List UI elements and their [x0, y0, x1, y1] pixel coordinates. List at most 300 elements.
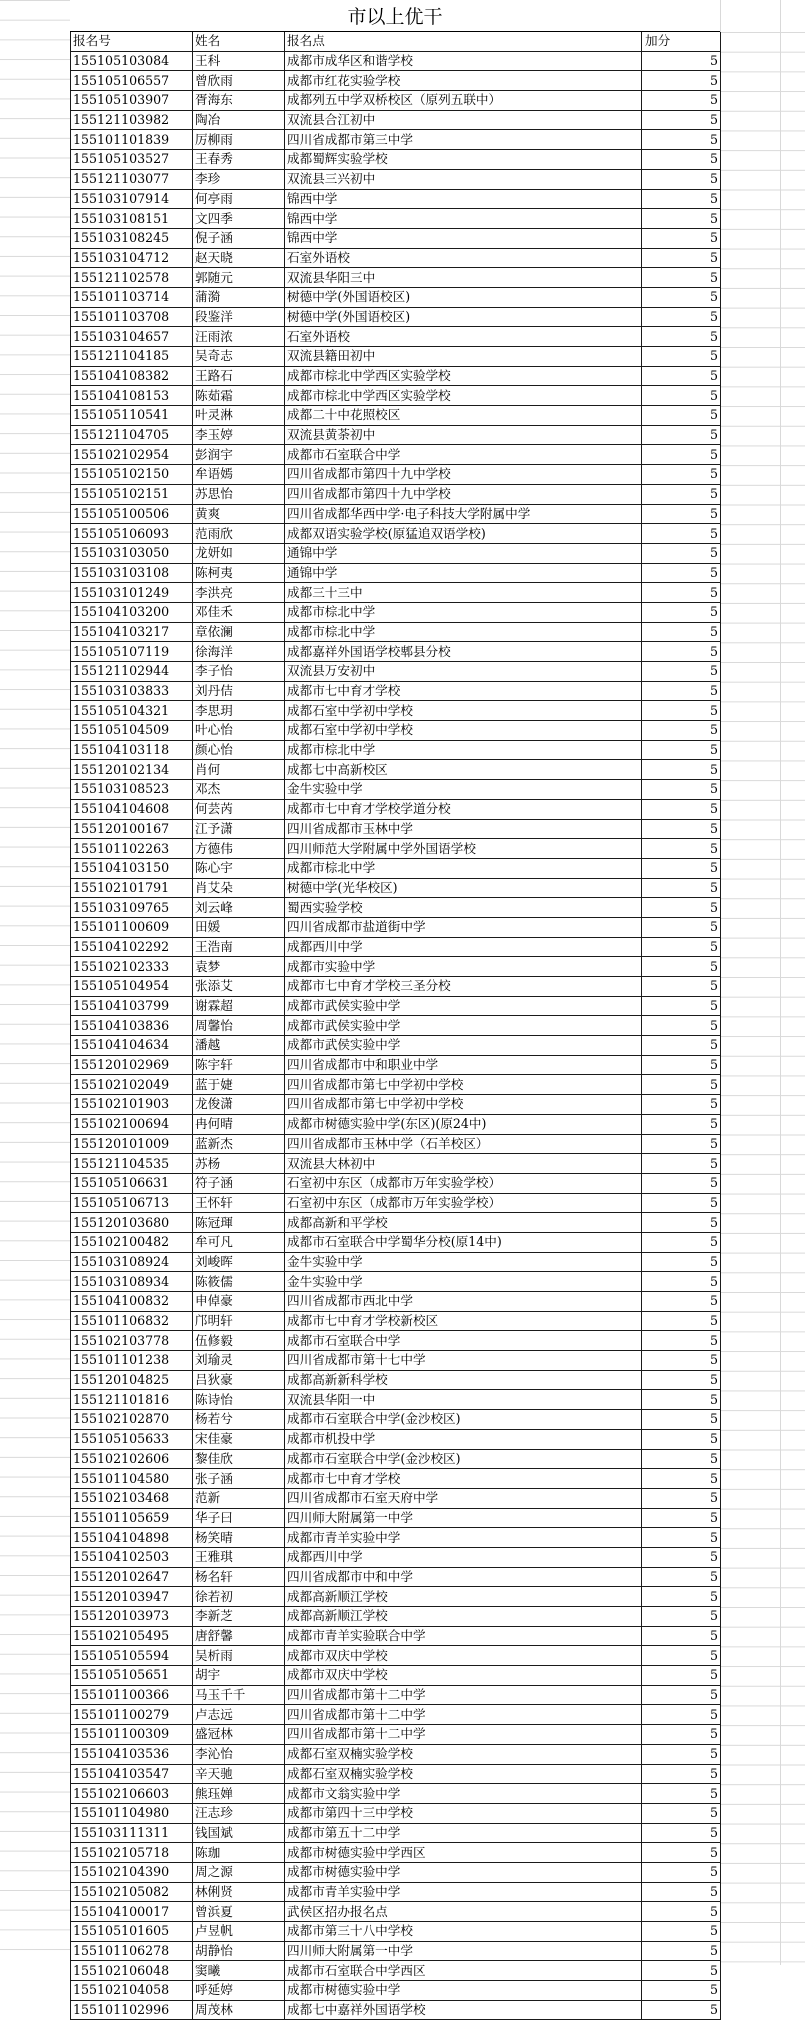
cell-student-name[interactable]: 苏杨 — [193, 1154, 285, 1174]
cell-registration-number[interactable]: 155101104580 — [71, 1469, 193, 1489]
cell-registration-number[interactable]: 155101102263 — [71, 839, 193, 859]
cell-registration-site[interactable]: 成都市青羊实验中学 — [285, 1882, 642, 1902]
cell-registration-number[interactable]: 155104103118 — [71, 740, 193, 760]
cell-registration-site[interactable]: 四川省成都市第十二中学 — [285, 1705, 642, 1725]
cell-registration-number[interactable]: 155104104898 — [71, 1528, 193, 1548]
cell-bonus-points[interactable]: 5 — [642, 1016, 721, 1036]
cell-registration-site[interactable]: 四川省成都市石室天府中学 — [285, 1488, 642, 1508]
cell-registration-number[interactable]: 155105102151 — [71, 484, 193, 504]
cell-registration-number[interactable]: 155121104705 — [71, 425, 193, 445]
cell-bonus-points[interactable]: 5 — [642, 839, 721, 859]
cell-student-name[interactable]: 徐若初 — [193, 1587, 285, 1607]
cell-registration-number[interactable]: 155105107119 — [71, 642, 193, 662]
cell-bonus-points[interactable]: 5 — [642, 1922, 721, 1942]
cell-student-name[interactable]: 蓝于婕 — [193, 1075, 285, 1095]
cell-bonus-points[interactable]: 5 — [642, 583, 721, 603]
cell-registration-site[interactable]: 四川省成都市中和职业中学 — [285, 1055, 642, 1075]
cell-registration-site[interactable]: 四川省成都市玉林中学（石羊校区） — [285, 1134, 642, 1154]
column-header-name[interactable]: 姓名 — [193, 32, 285, 51]
cell-registration-number[interactable]: 155103108924 — [71, 1252, 193, 1272]
cell-registration-number[interactable]: 155120101009 — [71, 1134, 193, 1154]
cell-bonus-points[interactable]: 5 — [642, 1272, 721, 1292]
cell-registration-number[interactable]: 155103108151 — [71, 209, 193, 229]
cell-bonus-points[interactable]: 5 — [642, 406, 721, 426]
cell-student-name[interactable]: 呼延婷 — [193, 1981, 285, 2001]
cell-student-name[interactable]: 叶心怡 — [193, 721, 285, 741]
cell-registration-number[interactable]: 155104108153 — [71, 386, 193, 406]
cell-student-name[interactable]: 李新芝 — [193, 1607, 285, 1627]
cell-bonus-points[interactable]: 5 — [642, 819, 721, 839]
cell-registration-number[interactable]: 155105106557 — [71, 71, 193, 91]
cell-registration-number[interactable]: 155104100832 — [71, 1292, 193, 1312]
cell-registration-site[interactable]: 四川省成都市西北中学 — [285, 1292, 642, 1312]
cell-bonus-points[interactable]: 5 — [642, 1744, 721, 1764]
cell-bonus-points[interactable]: 5 — [642, 91, 721, 111]
cell-registration-site[interactable]: 四川师范大学附属中学外国语学校 — [285, 839, 642, 859]
cell-bonus-points[interactable]: 5 — [642, 1547, 721, 1567]
cell-registration-site[interactable]: 成都七中高新校区 — [285, 760, 642, 780]
cell-registration-number[interactable]: 155103104657 — [71, 327, 193, 347]
cell-bonus-points[interactable]: 5 — [642, 1429, 721, 1449]
cell-registration-number[interactable]: 155121102578 — [71, 268, 193, 288]
cell-student-name[interactable]: 吴析雨 — [193, 1646, 285, 1666]
cell-student-name[interactable]: 吴奇志 — [193, 347, 285, 367]
cell-bonus-points[interactable]: 5 — [642, 1725, 721, 1745]
cell-registration-site[interactable]: 成都市棕北中学 — [285, 740, 642, 760]
cell-student-name[interactable]: 王路石 — [193, 366, 285, 386]
cell-student-name[interactable]: 潘越 — [193, 1036, 285, 1056]
cell-bonus-points[interactable]: 5 — [642, 1902, 721, 1922]
cell-registration-site[interactable]: 金牛实验中学 — [285, 780, 642, 800]
cell-bonus-points[interactable]: 5 — [642, 977, 721, 997]
cell-bonus-points[interactable]: 5 — [642, 1646, 721, 1666]
cell-bonus-points[interactable]: 5 — [642, 543, 721, 563]
cell-bonus-points[interactable]: 5 — [642, 504, 721, 524]
cell-registration-number[interactable]: 155101100366 — [71, 1685, 193, 1705]
cell-registration-site[interactable]: 成都市七中育才学校 — [285, 681, 642, 701]
cell-registration-site[interactable]: 成都市成华区和谐学校 — [285, 51, 642, 71]
cell-bonus-points[interactable]: 5 — [642, 1607, 721, 1627]
cell-registration-number[interactable]: 155102102606 — [71, 1449, 193, 1469]
cell-registration-number[interactable]: 155105110541 — [71, 406, 193, 426]
cell-bonus-points[interactable]: 5 — [642, 465, 721, 485]
cell-bonus-points[interactable]: 5 — [642, 1351, 721, 1371]
cell-registration-site[interactable]: 双流县黄荼初中 — [285, 425, 642, 445]
cell-student-name[interactable]: 华子曰 — [193, 1508, 285, 1528]
cell-registration-site[interactable]: 成都市青羊实验中学 — [285, 1528, 642, 1548]
cell-bonus-points[interactable]: 5 — [642, 1390, 721, 1410]
cell-registration-site[interactable]: 四川省成都市第十二中学 — [285, 1725, 642, 1745]
cell-registration-number[interactable]: 155121101816 — [71, 1390, 193, 1410]
cell-registration-number[interactable]: 155105105633 — [71, 1429, 193, 1449]
cell-bonus-points[interactable]: 5 — [642, 1134, 721, 1154]
cell-bonus-points[interactable]: 5 — [642, 1410, 721, 1430]
cell-student-name[interactable]: 郭随元 — [193, 268, 285, 288]
cell-student-name[interactable]: 苏思怡 — [193, 484, 285, 504]
cell-registration-site[interactable]: 四川省成都华西中学·电子科技大学附属中学 — [285, 504, 642, 524]
cell-student-name[interactable]: 申倬豪 — [193, 1292, 285, 1312]
cell-bonus-points[interactable]: 5 — [642, 1567, 721, 1587]
cell-registration-number[interactable]: 155104108382 — [71, 366, 193, 386]
column-header-score[interactable]: 加分 — [642, 32, 721, 51]
cell-student-name[interactable]: 田媛 — [193, 917, 285, 937]
cell-registration-number[interactable]: 155101100279 — [71, 1705, 193, 1725]
cell-registration-site[interactable]: 四川省成都市中和中学 — [285, 1567, 642, 1587]
cell-registration-site[interactable]: 成都市七中育才学校 — [285, 1469, 642, 1489]
cell-student-name[interactable]: 牟可凡 — [193, 1232, 285, 1252]
cell-registration-number[interactable]: 155103108934 — [71, 1272, 193, 1292]
cell-registration-site[interactable]: 武侯区招办报名点 — [285, 1902, 642, 1922]
cell-bonus-points[interactable]: 5 — [642, 917, 721, 937]
cell-registration-site[interactable]: 成都市树德实验中学 — [285, 1862, 642, 1882]
cell-bonus-points[interactable]: 5 — [642, 1075, 721, 1095]
cell-registration-site[interactable]: 蜀西实验学校 — [285, 898, 642, 918]
cell-bonus-points[interactable]: 5 — [642, 681, 721, 701]
cell-bonus-points[interactable]: 5 — [642, 130, 721, 150]
cell-registration-number[interactable]: 155121102944 — [71, 662, 193, 682]
cell-bonus-points[interactable]: 5 — [642, 1508, 721, 1528]
cell-registration-site[interactable]: 成都市树德实验中学 — [285, 1981, 642, 2001]
cell-registration-number[interactable]: 155102103778 — [71, 1331, 193, 1351]
cell-bonus-points[interactable]: 5 — [642, 1036, 721, 1056]
cell-registration-site[interactable]: 双流县大林初中 — [285, 1154, 642, 1174]
cell-registration-site[interactable]: 成都市树德实验中学西区 — [285, 1843, 642, 1863]
cell-registration-number[interactable]: 155104103836 — [71, 1016, 193, 1036]
cell-registration-number[interactable]: 155105105651 — [71, 1666, 193, 1686]
cell-registration-number[interactable]: 155101103708 — [71, 307, 193, 327]
cell-bonus-points[interactable]: 5 — [642, 1213, 721, 1233]
cell-registration-number[interactable]: 155105106093 — [71, 524, 193, 544]
cell-registration-number[interactable]: 155121104535 — [71, 1154, 193, 1174]
cell-student-name[interactable]: 汪志珍 — [193, 1803, 285, 1823]
cell-student-name[interactable]: 何亭雨 — [193, 189, 285, 209]
cell-registration-number[interactable]: 155104100017 — [71, 1902, 193, 1922]
cell-registration-number[interactable]: 155120102647 — [71, 1567, 193, 1587]
cell-registration-number[interactable]: 155102101903 — [71, 1095, 193, 1115]
cell-student-name[interactable]: 邝明轩 — [193, 1311, 285, 1331]
cell-bonus-points[interactable]: 5 — [642, 1705, 721, 1725]
cell-bonus-points[interactable]: 5 — [642, 1528, 721, 1548]
cell-registration-number[interactable]: 155102102333 — [71, 957, 193, 977]
cell-student-name[interactable]: 熊珏婵 — [193, 1784, 285, 1804]
cell-bonus-points[interactable]: 5 — [642, 1370, 721, 1390]
cell-registration-number[interactable]: 155103101249 — [71, 583, 193, 603]
cell-student-name[interactable]: 龙妍如 — [193, 543, 285, 563]
cell-registration-site[interactable]: 成都市武侯实验中学 — [285, 996, 642, 1016]
cell-student-name[interactable]: 吕狄豪 — [193, 1370, 285, 1390]
cell-student-name[interactable]: 陈珈 — [193, 1843, 285, 1863]
cell-student-name[interactable]: 文四季 — [193, 209, 285, 229]
cell-registration-site[interactable]: 成都二十中花照校区 — [285, 406, 642, 426]
cell-registration-site[interactable]: 成都市石室联合中学西区 — [285, 1961, 642, 1981]
cell-bonus-points[interactable]: 5 — [642, 740, 721, 760]
cell-registration-number[interactable]: 155103104712 — [71, 248, 193, 268]
cell-registration-number[interactable]: 155120103973 — [71, 1607, 193, 1627]
cell-bonus-points[interactable]: 5 — [642, 1331, 721, 1351]
cell-student-name[interactable]: 曾欣雨 — [193, 71, 285, 91]
cell-student-name[interactable]: 刘瑜灵 — [193, 1351, 285, 1371]
cell-registration-site[interactable]: 树德中学(光华校区) — [285, 878, 642, 898]
cell-student-name[interactable]: 符子涵 — [193, 1173, 285, 1193]
cell-registration-site[interactable]: 锦西中学 — [285, 228, 642, 248]
cell-registration-number[interactable]: 155103108245 — [71, 228, 193, 248]
cell-registration-site[interactable]: 成都市石室联合中学(金沙校区) — [285, 1449, 642, 1469]
cell-bonus-points[interactable]: 5 — [642, 957, 721, 977]
cell-student-name[interactable]: 刘峻晖 — [193, 1252, 285, 1272]
cell-registration-site[interactable]: 锦西中学 — [285, 209, 642, 229]
cell-registration-number[interactable]: 155105103084 — [71, 51, 193, 71]
cell-bonus-points[interactable]: 5 — [642, 1292, 721, 1312]
cell-bonus-points[interactable]: 5 — [642, 602, 721, 622]
cell-student-name[interactable]: 李珍 — [193, 169, 285, 189]
cell-registration-site[interactable]: 成都市石室联合中学 — [285, 445, 642, 465]
cell-student-name[interactable]: 王春秀 — [193, 150, 285, 170]
cell-bonus-points[interactable]: 5 — [642, 484, 721, 504]
cell-registration-site[interactable]: 成都市第五十二中学 — [285, 1823, 642, 1843]
cell-registration-site[interactable]: 锦西中学 — [285, 189, 642, 209]
cell-registration-number[interactable]: 155101101238 — [71, 1351, 193, 1371]
cell-student-name[interactable]: 李子怡 — [193, 662, 285, 682]
cell-bonus-points[interactable]: 5 — [642, 996, 721, 1016]
cell-registration-number[interactable]: 155102102954 — [71, 445, 193, 465]
cell-bonus-points[interactable]: 5 — [642, 1784, 721, 1804]
cell-bonus-points[interactable]: 5 — [642, 1232, 721, 1252]
cell-bonus-points[interactable]: 5 — [642, 2000, 721, 2020]
cell-bonus-points[interactable]: 5 — [642, 110, 721, 130]
cell-student-name[interactable]: 倪子涵 — [193, 228, 285, 248]
cell-bonus-points[interactable]: 5 — [642, 268, 721, 288]
cell-bonus-points[interactable]: 5 — [642, 307, 721, 327]
cell-registration-number[interactable]: 155120103947 — [71, 1587, 193, 1607]
cell-registration-site[interactable]: 成都高新新科学校 — [285, 1370, 642, 1390]
cell-student-name[interactable]: 牟语嫣 — [193, 465, 285, 485]
cell-student-name[interactable]: 陈柯夷 — [193, 563, 285, 583]
cell-registration-site[interactable]: 四川省成都市第三中学 — [285, 130, 642, 150]
cell-bonus-points[interactable]: 5 — [642, 642, 721, 662]
cell-student-name[interactable]: 胡静怡 — [193, 1941, 285, 1961]
cell-student-name[interactable]: 黎佳欣 — [193, 1449, 285, 1469]
cell-registration-site[interactable]: 成都市棕北中学西区实验学校 — [285, 386, 642, 406]
cell-bonus-points[interactable]: 5 — [642, 937, 721, 957]
cell-registration-number[interactable]: 155103103050 — [71, 543, 193, 563]
cell-bonus-points[interactable]: 5 — [642, 51, 721, 71]
cell-registration-site[interactable]: 成都市双庆中学校 — [285, 1666, 642, 1686]
cell-student-name[interactable]: 李思玥 — [193, 701, 285, 721]
cell-registration-site[interactable]: 成都市棕北中学 — [285, 858, 642, 878]
cell-registration-number[interactable]: 155121103077 — [71, 169, 193, 189]
cell-student-name[interactable]: 胥海东 — [193, 91, 285, 111]
cell-registration-number[interactable]: 155105102150 — [71, 465, 193, 485]
cell-student-name[interactable]: 曾浜夏 — [193, 1902, 285, 1922]
cell-student-name[interactable]: 周茂林 — [193, 2000, 285, 2020]
cell-bonus-points[interactable]: 5 — [642, 1882, 721, 1902]
cell-registration-site[interactable]: 成都市石室联合中学 — [285, 1331, 642, 1351]
cell-student-name[interactable]: 蓝新杰 — [193, 1134, 285, 1154]
cell-bonus-points[interactable]: 5 — [642, 1311, 721, 1331]
cell-registration-number[interactable]: 155104103547 — [71, 1764, 193, 1784]
cell-registration-number[interactable]: 155105101605 — [71, 1922, 193, 1942]
cell-registration-site[interactable]: 通锦中学 — [285, 563, 642, 583]
cell-registration-number[interactable]: 155102106048 — [71, 1961, 193, 1981]
cell-registration-site[interactable]: 成都高新和平学校 — [285, 1213, 642, 1233]
cell-registration-site[interactable]: 成都市棕北中学西区实验学校 — [285, 366, 642, 386]
cell-registration-site[interactable]: 四川省成都市第十二中学 — [285, 1685, 642, 1705]
cell-registration-site[interactable]: 成都市红花实验学校 — [285, 71, 642, 91]
cell-registration-number[interactable]: 155102101791 — [71, 878, 193, 898]
cell-student-name[interactable]: 刘云峰 — [193, 898, 285, 918]
cell-bonus-points[interactable]: 5 — [642, 760, 721, 780]
cell-student-name[interactable]: 方德伟 — [193, 839, 285, 859]
cell-registration-number[interactable]: 155103107914 — [71, 189, 193, 209]
cell-bonus-points[interactable]: 5 — [642, 209, 721, 229]
cell-student-name[interactable]: 王科 — [193, 51, 285, 71]
cell-bonus-points[interactable]: 5 — [642, 622, 721, 642]
cell-registration-site[interactable]: 成都市七中育才学校学道分校 — [285, 799, 642, 819]
cell-registration-site[interactable]: 成都西川中学 — [285, 937, 642, 957]
cell-registration-site[interactable]: 双流县籍田初中 — [285, 347, 642, 367]
cell-registration-number[interactable]: 155121103982 — [71, 110, 193, 130]
cell-registration-number[interactable]: 155103111311 — [71, 1823, 193, 1843]
cell-registration-number[interactable]: 155104103150 — [71, 858, 193, 878]
cell-bonus-points[interactable]: 5 — [642, 1803, 721, 1823]
cell-student-name[interactable]: 李洪亮 — [193, 583, 285, 603]
cell-registration-site[interactable]: 成都市青羊实验联合中学 — [285, 1626, 642, 1646]
cell-student-name[interactable]: 钱国斌 — [193, 1823, 285, 1843]
cell-student-name[interactable]: 章依澜 — [193, 622, 285, 642]
cell-bonus-points[interactable]: 5 — [642, 347, 721, 367]
cell-registration-number[interactable]: 155103103833 — [71, 681, 193, 701]
cell-student-name[interactable]: 何芸芮 — [193, 799, 285, 819]
cell-bonus-points[interactable]: 5 — [642, 287, 721, 307]
cell-registration-number[interactable]: 155105104954 — [71, 977, 193, 997]
cell-student-name[interactable]: 杨名轩 — [193, 1567, 285, 1587]
cell-registration-site[interactable]: 石室初中东区（成都市万年实验学校） — [285, 1193, 642, 1213]
cell-registration-number[interactable]: 155120102969 — [71, 1055, 193, 1075]
cell-registration-site[interactable]: 成都七中嘉祥外国语学校 — [285, 2000, 642, 2020]
cell-registration-site[interactable]: 四川省成都市玉林中学 — [285, 819, 642, 839]
cell-registration-site[interactable]: 成都嘉祥外国语学校郫县分校 — [285, 642, 642, 662]
cell-registration-site[interactable]: 四川省成都市第七中学初中学校 — [285, 1075, 642, 1095]
cell-student-name[interactable]: 陶冶 — [193, 110, 285, 130]
cell-bonus-points[interactable]: 5 — [642, 1961, 721, 1981]
cell-bonus-points[interactable]: 5 — [642, 1449, 721, 1469]
cell-registration-number[interactable]: 155105103907 — [71, 91, 193, 111]
cell-registration-site[interactable]: 成都市七中育才学校三圣分校 — [285, 977, 642, 997]
cell-student-name[interactable]: 蒲漪 — [193, 287, 285, 307]
cell-student-name[interactable]: 彭润宇 — [193, 445, 285, 465]
cell-bonus-points[interactable]: 5 — [642, 189, 721, 209]
cell-registration-number[interactable]: 155102100482 — [71, 1232, 193, 1252]
cell-student-name[interactable]: 伍修毅 — [193, 1331, 285, 1351]
cell-student-name[interactable]: 张子涵 — [193, 1469, 285, 1489]
cell-registration-site[interactable]: 成都市双庆中学校 — [285, 1646, 642, 1666]
cell-registration-site[interactable]: 成都高新顺江学校 — [285, 1607, 642, 1627]
cell-bonus-points[interactable]: 5 — [642, 1685, 721, 1705]
cell-registration-site[interactable]: 四川省成都市第四十九中学校 — [285, 484, 642, 504]
cell-student-name[interactable]: 范新 — [193, 1488, 285, 1508]
cell-bonus-points[interactable]: 5 — [642, 1114, 721, 1134]
cell-student-name[interactable]: 陈茹霜 — [193, 386, 285, 406]
cell-registration-site[interactable]: 四川师大附属第一中学 — [285, 1941, 642, 1961]
cell-student-name[interactable]: 辛天驰 — [193, 1764, 285, 1784]
cell-student-name[interactable]: 范雨欣 — [193, 524, 285, 544]
cell-registration-number[interactable]: 155101102996 — [71, 2000, 193, 2020]
cell-bonus-points[interactable]: 5 — [642, 1941, 721, 1961]
cell-registration-site[interactable]: 通锦中学 — [285, 543, 642, 563]
cell-registration-number[interactable]: 155101103714 — [71, 287, 193, 307]
cell-student-name[interactable]: 陈筱儒 — [193, 1272, 285, 1292]
sheet-title[interactable]: 市以上优干 — [347, 6, 443, 28]
cell-registration-number[interactable]: 155101104980 — [71, 1803, 193, 1823]
cell-registration-site[interactable]: 成都高新顺江学校 — [285, 1587, 642, 1607]
cell-student-name[interactable]: 赵天晓 — [193, 248, 285, 268]
cell-student-name[interactable]: 胡宇 — [193, 1666, 285, 1686]
cell-registration-site[interactable]: 双流县三兴初中 — [285, 169, 642, 189]
cell-student-name[interactable]: 王浩南 — [193, 937, 285, 957]
cell-bonus-points[interactable]: 5 — [642, 327, 721, 347]
cell-bonus-points[interactable]: 5 — [642, 799, 721, 819]
cell-registration-number[interactable]: 155120104825 — [71, 1370, 193, 1390]
cell-registration-number[interactable]: 155102105718 — [71, 1843, 193, 1863]
cell-student-name[interactable]: 肖何 — [193, 760, 285, 780]
cell-bonus-points[interactable]: 5 — [642, 524, 721, 544]
cell-student-name[interactable]: 邓佳禾 — [193, 602, 285, 622]
cell-student-name[interactable]: 陈心宇 — [193, 858, 285, 878]
cell-student-name[interactable]: 唐舒馨 — [193, 1626, 285, 1646]
cell-registration-number[interactable]: 155103103108 — [71, 563, 193, 583]
cell-student-name[interactable]: 肖艾朵 — [193, 878, 285, 898]
cell-registration-number[interactable]: 155101106278 — [71, 1941, 193, 1961]
cell-student-name[interactable]: 卢志远 — [193, 1705, 285, 1725]
cell-bonus-points[interactable]: 5 — [642, 662, 721, 682]
cell-registration-site[interactable]: 树德中学(外国语校区) — [285, 307, 642, 327]
cell-student-name[interactable]: 冉何晴 — [193, 1114, 285, 1134]
cell-registration-site[interactable]: 成都市武侯实验中学 — [285, 1016, 642, 1036]
cell-registration-site[interactable]: 双流县万安初中 — [285, 662, 642, 682]
cell-registration-site[interactable]: 石室外语校 — [285, 248, 642, 268]
cell-registration-site[interactable]: 成都市第四十三中学校 — [285, 1803, 642, 1823]
cell-registration-number[interactable]: 155102102049 — [71, 1075, 193, 1095]
cell-registration-number[interactable]: 155101105659 — [71, 1508, 193, 1528]
cell-student-name[interactable]: 徐海洋 — [193, 642, 285, 662]
cell-bonus-points[interactable]: 5 — [642, 1154, 721, 1174]
cell-registration-site[interactable]: 成都市棕北中学 — [285, 602, 642, 622]
cell-student-name[interactable]: 段鉴洋 — [193, 307, 285, 327]
cell-registration-number[interactable]: 155105104321 — [71, 701, 193, 721]
cell-student-name[interactable]: 王怀轩 — [193, 1193, 285, 1213]
cell-registration-site[interactable]: 成都西川中学 — [285, 1547, 642, 1567]
cell-registration-site[interactable]: 成都三十三中 — [285, 583, 642, 603]
cell-student-name[interactable]: 盛冠林 — [193, 1725, 285, 1745]
cell-registration-number[interactable]: 155102103468 — [71, 1488, 193, 1508]
cell-student-name[interactable]: 周馨怡 — [193, 1016, 285, 1036]
cell-bonus-points[interactable]: 5 — [642, 1981, 721, 2001]
column-header-id[interactable]: 报名号 — [71, 32, 193, 51]
cell-bonus-points[interactable]: 5 — [642, 1823, 721, 1843]
cell-registration-number[interactable]: 155104103217 — [71, 622, 193, 642]
cell-student-name[interactable]: 邓杰 — [193, 780, 285, 800]
cell-registration-number[interactable]: 155102102870 — [71, 1410, 193, 1430]
cell-registration-site[interactable]: 成都市实验中学 — [285, 957, 642, 977]
cell-registration-site[interactable]: 金牛实验中学 — [285, 1252, 642, 1272]
cell-bonus-points[interactable]: 5 — [642, 1843, 721, 1863]
cell-bonus-points[interactable]: 5 — [642, 780, 721, 800]
cell-bonus-points[interactable]: 5 — [642, 248, 721, 268]
cell-registration-number[interactable]: 155105103527 — [71, 150, 193, 170]
cell-registration-site[interactable]: 四川师大附属第一中学 — [285, 1508, 642, 1528]
cell-registration-site[interactable]: 双流县合江初中 — [285, 110, 642, 130]
cell-registration-number[interactable]: 155103109765 — [71, 898, 193, 918]
